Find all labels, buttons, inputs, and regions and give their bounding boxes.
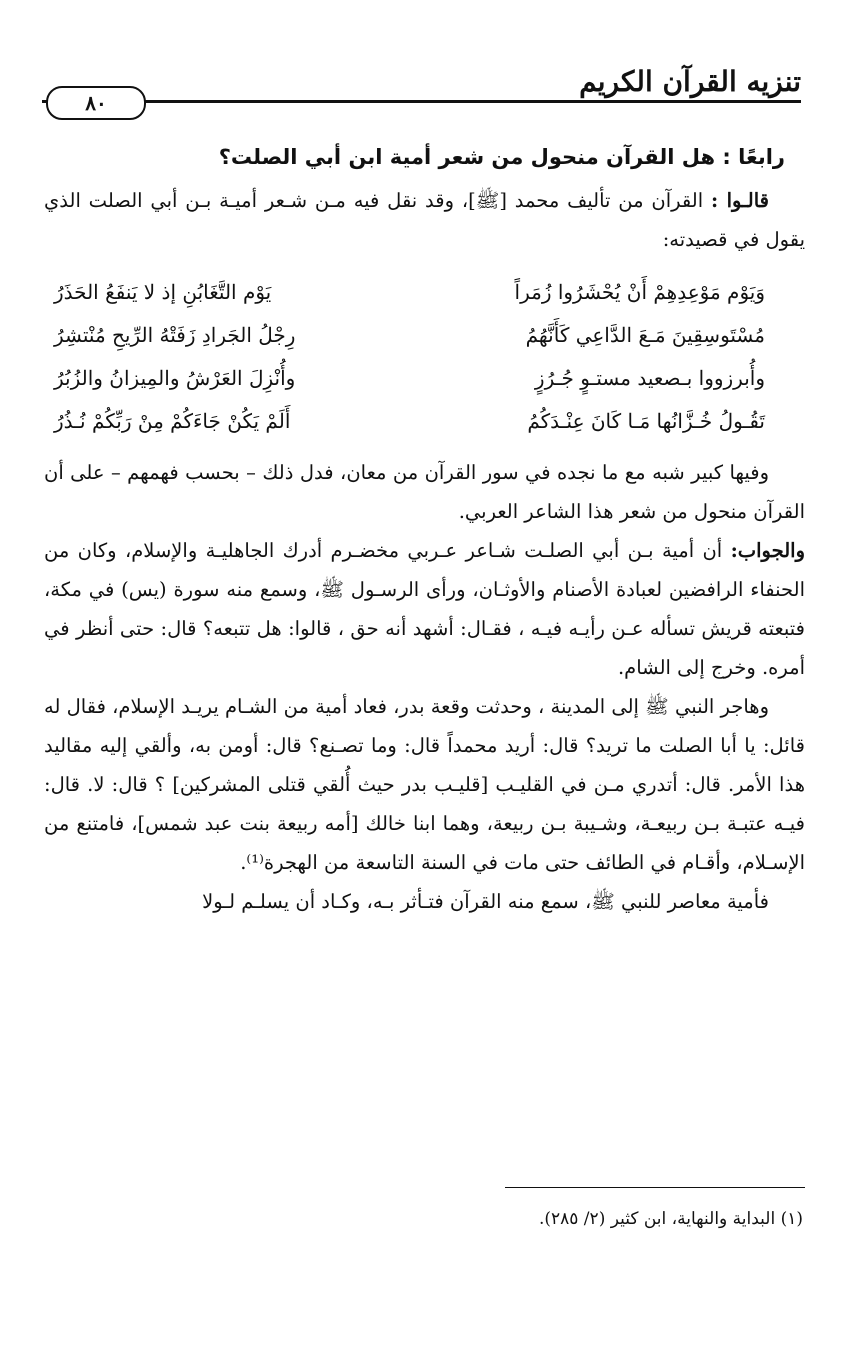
poem-hemistich-first: تَقُـولُ خُـزَّانُها مَـا كَانَ عِنْـدَكُمُ (527, 409, 765, 433)
intro-text: القرآن من تأليف محمد [ﷺ]، وقد نقل فيه مـن شـعر أميـة بـن أبي الصلت الذي يقول في قصيدته: (44, 189, 805, 251)
poem-hemistich-second: رِجْلُ الجَرادِ زَفَتْهُ الرِّيحِ مُنْتشِرُ (54, 323, 296, 347)
poem-hemistich-first: وأُبرزووا بـصعيد مستـوٍ جُـرُزٍ (534, 366, 765, 390)
poem-verse (44, 314, 805, 357)
footnote-rule (505, 1187, 805, 1188)
intro-label: قالـوا : (710, 189, 769, 212)
footnote: (١) البداية والنهاية، ابن كثير (٢/ ٢٨٥). (538, 1209, 803, 1229)
page-number: ٨٠ (46, 86, 146, 120)
body-paragraph: وهاجر النبي ﷺ إلى المدينة ، وحدثت وقعة بدر، فعاد أمية من الشـام يريـد الإسلام، فقال له قائل: يا أبا الصلت ما تريد؟ قال: أريد محمداً قال: وما تصـنع؟ قال: أومن به، وألقي إليه مقاليد هذا الأمر. قال: أتدري مـن في القليـب [قليـب بدر حيث أُلقي قتلى المشركين] ؟ قال: لا. قال: فيـه عتبـة بـن ربيعـة، وشـيبة بـن ربيعة، وهما ابنا خالك [أمه ربيعة بنت عبد شمس]، فامتنع من الإسـلام، وأقـام في الطائف حتى مات في السنة التاسعة من الهجرة⁽¹⁾. (44, 695, 805, 874)
poem-hemistich-second: وأُنْزِلَ العَرْشُ والمِيزانُ والزُبُرُ (54, 366, 296, 390)
header-rule (42, 100, 801, 103)
answer-text: أن أمية بـن أبي الصلـت شـاعر عـربي مخضـرم أدرك الجاهليـة والإسلام، وكان من الحنفاء الرافضين لعبادة الأصنام والأوثـان، ورأى الرسـول ﷺ، وسمع منه سورة (يس) في مكة، فتبعته قريش تسأله عـن رأيـه فيـه ، فقـال: أشهد أنه حق ، قالوا: هل تتبعه؟ قال: حتى أنظر في أمره. وخرج إلى الشام. (44, 539, 805, 679)
poem-verse (44, 400, 805, 443)
intro-paragraph (44, 181, 805, 259)
section-title: رابعًا : هل القرآن منحول من شعر أمية ابن أبي الصلت؟ (218, 145, 785, 169)
answer-label: والجواب: (730, 539, 805, 562)
running-title: تنزيه القرآن الكريم (579, 65, 801, 98)
poem-hemistich-second: أَلَمْ يَكُنْ جَاءَكُمْ مِنْ رَبِّكُمْ نُـذُرُ (54, 409, 291, 433)
poem-hemistich-first: وَيَوْم مَوْعِدِهِمْ أَنْ يُحْشَرُوا زُمَراً (514, 280, 765, 304)
poem-verse (44, 271, 805, 314)
poem (44, 271, 805, 443)
body-paragraph: فأمية معاصر للنبي ﷺ، سمع منه القرآن فتـأثر بـه، وكـاد أن يسلـم لـولا (202, 890, 769, 913)
body-paragraph: وفيها كبير شبه مع ما نجده في سور القرآن من معان، فدل ذلك – بحسب فهمهم – على أن القرآن منحول من شعر هذا الشاعر العربي. (44, 461, 805, 523)
page-body (44, 138, 805, 921)
answer-paragraph (44, 531, 805, 687)
poem-verse (44, 357, 805, 400)
poem-hemistich-second: يَوْم التَّغَابُنِ إذ لا يَنفَعُ الحَذَرُ (54, 280, 272, 304)
poem-hemistich-first: مُسْتَوسِقِينَ مَـعَ الدَّاعِي كَأَنَّهُمُ (525, 323, 765, 347)
